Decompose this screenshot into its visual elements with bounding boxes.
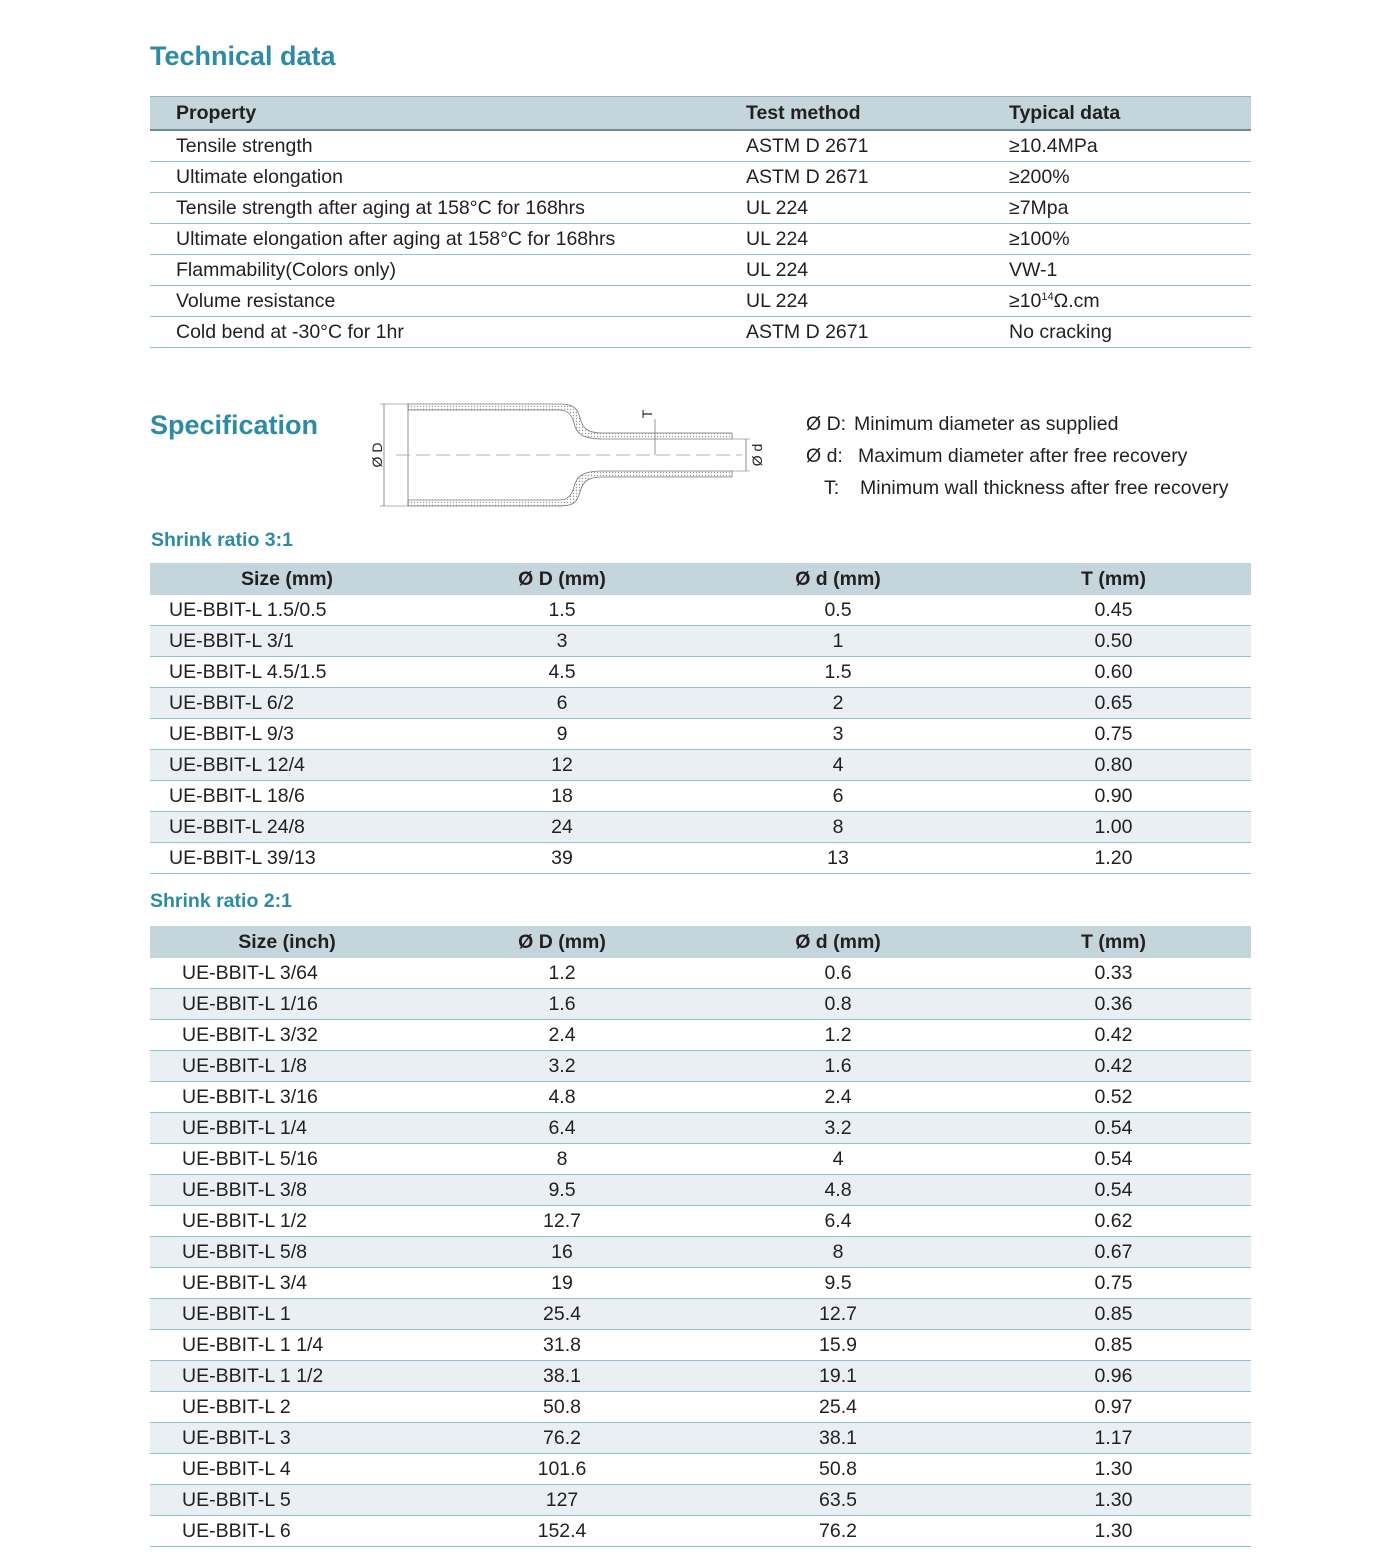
volume-resistance-unit: Ω.cm xyxy=(1053,289,1100,312)
recovered-diameter-cell: 9.5 xyxy=(700,1268,976,1299)
recovered-diameter-cell: 0.6 xyxy=(700,958,976,989)
supplied-diameter-cell: 6 xyxy=(424,688,700,719)
table-row xyxy=(150,1454,1251,1485)
recovered-diameter-cell: 3 xyxy=(700,719,976,750)
supplied-diameter-cell: 9 xyxy=(424,719,700,750)
wall-thickness-cell: 1.30 xyxy=(976,1485,1251,1516)
shrink-ratio-2-1-title: Shrink ratio 2:1 xyxy=(150,890,292,912)
size-cell: UE-BBIT-L 4.5/1.5 xyxy=(150,657,424,688)
size-cell: UE-BBIT-L 18/6 xyxy=(150,781,424,812)
recovered-diameter-cell: 13 xyxy=(700,843,976,874)
legend-item xyxy=(806,472,1228,504)
property-cell: Ultimate elongation xyxy=(150,162,746,193)
typical-data-cell xyxy=(1009,286,1251,317)
size-cell: UE-BBIT-L 5 xyxy=(150,1485,424,1516)
wall-thickness-cell: 0.62 xyxy=(976,1206,1251,1237)
wall-thickness-cell: 0.45 xyxy=(976,595,1251,626)
size-cell: UE-BBIT-L 1/8 xyxy=(150,1051,424,1082)
table-row xyxy=(150,1175,1251,1206)
table-row xyxy=(150,750,1251,781)
column-header: Ø D (mm) xyxy=(518,567,606,590)
supplied-diameter-cell: 1.2 xyxy=(424,958,700,989)
recovered-diameter-cell: 4 xyxy=(700,1144,976,1175)
table-row xyxy=(150,1268,1251,1299)
wall-thickness-cell: 0.97 xyxy=(976,1392,1251,1423)
size-cell: UE-BBIT-L 24/8 xyxy=(150,812,424,843)
supplied-diameter-cell: 2.4 xyxy=(424,1020,700,1051)
size-cell: UE-BBIT-L 1/16 xyxy=(150,989,424,1020)
shrink-ratio-3-1-table xyxy=(150,563,1251,874)
recovered-diameter-cell: 76.2 xyxy=(700,1516,976,1547)
size-cell: UE-BBIT-L 3 xyxy=(150,1423,424,1454)
supplied-diameter-cell: 1.5 xyxy=(424,595,700,626)
wall-thickness-cell: 0.60 xyxy=(976,657,1251,688)
column-header: Size (inch) xyxy=(238,930,336,953)
wall-thickness-cell: 0.54 xyxy=(976,1175,1251,1206)
wall-thickness-cell: 0.80 xyxy=(976,750,1251,781)
table-row xyxy=(150,719,1251,750)
tubing-diagram xyxy=(362,393,782,518)
legend-text: Maximum diameter after free recovery xyxy=(858,445,1188,467)
wall-thickness-cell: 1.30 xyxy=(976,1516,1251,1547)
table-row xyxy=(150,843,1251,874)
specification-title: Specification xyxy=(150,410,319,440)
table-row xyxy=(150,255,1251,286)
recovered-diameter-cell: 38.1 xyxy=(700,1423,976,1454)
wall-thickness-cell: 0.96 xyxy=(976,1361,1251,1392)
recovered-diameter-cell: 50.8 xyxy=(700,1454,976,1485)
table-row xyxy=(150,317,1251,348)
legend-symbol: T: xyxy=(824,477,840,499)
table-row xyxy=(150,1113,1251,1144)
supplied-diameter-cell: 6.4 xyxy=(424,1113,700,1144)
supplied-diameter-cell: 76.2 xyxy=(424,1423,700,1454)
wall-thickness-cell: 0.67 xyxy=(976,1237,1251,1268)
wall-thickness-cell: 1.17 xyxy=(976,1423,1251,1454)
wall-thickness-cell: 0.54 xyxy=(976,1144,1251,1175)
wall-thickness-cell: 0.75 xyxy=(976,719,1251,750)
test-method-cell: UL 224 xyxy=(746,224,1009,255)
table-header-row xyxy=(150,926,1251,958)
table-row xyxy=(150,224,1251,255)
column-header: Ø D (mm) xyxy=(518,930,606,953)
property-cell: Tensile strength after aging at 158°C for 168hrs xyxy=(150,193,746,224)
table-row xyxy=(150,812,1251,843)
column-header: Ø d (mm) xyxy=(795,567,881,590)
wall-thickness-cell: 0.85 xyxy=(976,1299,1251,1330)
supplied-diameter-cell: 127 xyxy=(424,1485,700,1516)
column-header: T (mm) xyxy=(1081,567,1146,590)
table-row xyxy=(150,1516,1251,1547)
wall-thickness-cell: 1.00 xyxy=(976,812,1251,843)
size-cell: UE-BBIT-L 6 xyxy=(150,1516,424,1547)
size-cell: UE-BBIT-L 1 1/4 xyxy=(150,1330,424,1361)
wall-thickness-cell: 1.20 xyxy=(976,843,1251,874)
technical-data-table xyxy=(150,96,1251,348)
table-row xyxy=(150,1082,1251,1113)
column-header: Test method xyxy=(746,101,861,124)
test-method-cell: UL 224 xyxy=(746,193,1009,224)
size-cell: UE-BBIT-L 3/8 xyxy=(150,1175,424,1206)
legend-item xyxy=(806,440,1228,472)
table-row xyxy=(150,1485,1251,1516)
size-cell: UE-BBIT-L 1.5/0.5 xyxy=(150,595,424,626)
recovered-diameter-cell: 4 xyxy=(700,750,976,781)
legend-symbol: Ø D: xyxy=(806,413,847,435)
property-cell: Volume resistance xyxy=(150,286,746,317)
supplied-diameter-cell: 25.4 xyxy=(424,1299,700,1330)
diagram-label-d: Ø d xyxy=(749,443,765,467)
test-method-cell: ASTM D 2671 xyxy=(746,162,1009,193)
size-cell: UE-BBIT-L 3/16 xyxy=(150,1082,424,1113)
volume-resistance-exponent: 14 xyxy=(1041,290,1054,303)
column-header: Typical data xyxy=(1009,101,1121,124)
supplied-diameter-cell: 4.8 xyxy=(424,1082,700,1113)
supplied-diameter-cell: 39 xyxy=(424,843,700,874)
typical-data-cell: ≥100% xyxy=(1009,224,1251,255)
typical-data-cell: ≥200% xyxy=(1009,162,1251,193)
size-cell: UE-BBIT-L 3/32 xyxy=(150,1020,424,1051)
supplied-diameter-cell: 3.2 xyxy=(424,1051,700,1082)
recovered-diameter-cell: 2 xyxy=(700,688,976,719)
supplied-diameter-cell: 12.7 xyxy=(424,1206,700,1237)
wall-thickness-cell: 0.75 xyxy=(976,1268,1251,1299)
table-row xyxy=(150,958,1251,989)
wall-thickness-cell: 0.42 xyxy=(976,1051,1251,1082)
size-cell: UE-BBIT-L 39/13 xyxy=(150,843,424,874)
recovered-diameter-cell: 15.9 xyxy=(700,1330,976,1361)
size-cell: UE-BBIT-L 3/1 xyxy=(150,626,424,657)
size-cell: UE-BBIT-L 1 xyxy=(150,1299,424,1330)
test-method-cell: ASTM D 2671 xyxy=(746,130,1009,162)
test-method-cell: UL 224 xyxy=(746,255,1009,286)
recovered-diameter-cell: 1.6 xyxy=(700,1051,976,1082)
test-method-cell: UL 224 xyxy=(746,286,1009,317)
column-header: Ø d (mm) xyxy=(795,930,881,953)
property-cell: Flammability(Colors only) xyxy=(150,255,746,286)
table-row xyxy=(150,1361,1251,1392)
size-cell: UE-BBIT-L 12/4 xyxy=(150,750,424,781)
supplied-diameter-cell: 9.5 xyxy=(424,1175,700,1206)
table-row xyxy=(150,193,1251,224)
wall-thickness-cell: 0.33 xyxy=(976,958,1251,989)
supplied-diameter-cell: 16 xyxy=(424,1237,700,1268)
wall-thickness-cell: 0.65 xyxy=(976,688,1251,719)
size-cell: UE-BBIT-L 5/8 xyxy=(150,1237,424,1268)
wall-thickness-cell: 0.85 xyxy=(976,1330,1251,1361)
wall-thickness-cell: 0.54 xyxy=(976,1113,1251,1144)
table-row xyxy=(150,1423,1251,1454)
recovered-diameter-cell: 4.8 xyxy=(700,1175,976,1206)
typical-data-cell: ≥10.4MPa xyxy=(1009,130,1251,162)
table-header-row xyxy=(150,97,1251,131)
size-cell: UE-BBIT-L 3/64 xyxy=(150,958,424,989)
size-cell: UE-BBIT-L 5/16 xyxy=(150,1144,424,1175)
diagram-legend xyxy=(806,408,1228,504)
table-row xyxy=(150,989,1251,1020)
wall-thickness-cell: 0.42 xyxy=(976,1020,1251,1051)
table-row xyxy=(150,1206,1251,1237)
typical-data-cell: ≥7Mpa xyxy=(1009,193,1251,224)
table-row xyxy=(150,1144,1251,1175)
property-cell: Cold bend at -30°C for 1hr xyxy=(150,317,746,348)
size-cell: UE-BBIT-L 1 1/2 xyxy=(150,1361,424,1392)
recovered-diameter-cell: 8 xyxy=(700,1237,976,1268)
table-row xyxy=(150,130,1251,162)
size-cell: UE-BBIT-L 9/3 xyxy=(150,719,424,750)
table-row xyxy=(150,688,1251,719)
recovered-diameter-cell: 8 xyxy=(700,812,976,843)
column-header: Property xyxy=(176,101,257,124)
legend-text: Minimum diameter as supplied xyxy=(854,413,1119,435)
table-row xyxy=(150,626,1251,657)
recovered-diameter-cell: 1 xyxy=(700,626,976,657)
typical-data-cell: VW-1 xyxy=(1009,255,1251,286)
recovered-diameter-cell: 63.5 xyxy=(700,1485,976,1516)
size-cell: UE-BBIT-L 6/2 xyxy=(150,688,424,719)
property-cell: Tensile strength xyxy=(150,130,746,162)
column-header: T (mm) xyxy=(1081,930,1146,953)
supplied-diameter-cell: 101.6 xyxy=(424,1454,700,1485)
supplied-diameter-cell: 19 xyxy=(424,1268,700,1299)
diagram-label-D: Ø D xyxy=(369,442,385,468)
property-cell: Ultimate elongation after aging at 158°C for 168hrs xyxy=(150,224,746,255)
supplied-diameter-cell: 12 xyxy=(424,750,700,781)
recovered-diameter-cell: 19.1 xyxy=(700,1361,976,1392)
test-method-cell: ASTM D 2671 xyxy=(746,317,1009,348)
supplied-diameter-cell: 50.8 xyxy=(424,1392,700,1423)
table-row xyxy=(150,781,1251,812)
recovered-diameter-cell: 2.4 xyxy=(700,1082,976,1113)
legend-symbol: Ø d: xyxy=(806,445,843,467)
tubing-wall xyxy=(408,471,732,506)
legend-text: Minimum wall thickness after free recovery xyxy=(860,477,1229,499)
supplied-diameter-cell: 18 xyxy=(424,781,700,812)
table-row xyxy=(150,1051,1251,1082)
supplied-diameter-cell: 8 xyxy=(424,1144,700,1175)
recovered-diameter-cell: 0.8 xyxy=(700,989,976,1020)
table-row xyxy=(150,595,1251,626)
supplied-diameter-cell: 31.8 xyxy=(424,1330,700,1361)
typical-data-cell: No cracking xyxy=(1009,317,1251,348)
diagram-label-T: T xyxy=(639,409,655,419)
recovered-diameter-cell: 1.2 xyxy=(700,1020,976,1051)
supplied-diameter-cell: 4.5 xyxy=(424,657,700,688)
recovered-diameter-cell: 12.7 xyxy=(700,1299,976,1330)
wall-thickness-cell: 1.30 xyxy=(976,1454,1251,1485)
shrink-ratio-3-1-title: Shrink ratio 3:1 xyxy=(151,529,293,551)
tubing-wall xyxy=(408,404,732,439)
size-cell: UE-BBIT-L 4 xyxy=(150,1454,424,1485)
wall-thickness-cell: 0.36 xyxy=(976,989,1251,1020)
table-row xyxy=(150,286,1251,317)
supplied-diameter-cell: 3 xyxy=(424,626,700,657)
recovered-diameter-cell: 6 xyxy=(700,781,976,812)
recovered-diameter-cell: 0.5 xyxy=(700,595,976,626)
size-cell: UE-BBIT-L 1/2 xyxy=(150,1206,424,1237)
table-row xyxy=(150,1392,1251,1423)
technical-data-title: Technical data xyxy=(150,41,336,71)
table-row xyxy=(150,162,1251,193)
wall-thickness-cell: 0.50 xyxy=(976,626,1251,657)
table-row xyxy=(150,1237,1251,1268)
table-row xyxy=(150,657,1251,688)
legend-item xyxy=(806,408,1228,440)
table-row xyxy=(150,1020,1251,1051)
supplied-diameter-cell: 152.4 xyxy=(424,1516,700,1547)
size-cell: UE-BBIT-L 3/4 xyxy=(150,1268,424,1299)
supplied-diameter-cell: 24 xyxy=(424,812,700,843)
recovered-diameter-cell: 6.4 xyxy=(700,1206,976,1237)
recovered-diameter-cell: 25.4 xyxy=(700,1392,976,1423)
recovered-diameter-cell: 3.2 xyxy=(700,1113,976,1144)
supplied-diameter-cell: 1.6 xyxy=(424,989,700,1020)
table-header-row xyxy=(150,563,1251,595)
wall-thickness-cell: 0.90 xyxy=(976,781,1251,812)
table-row xyxy=(150,1330,1251,1361)
size-cell: UE-BBIT-L 2 xyxy=(150,1392,424,1423)
wall-thickness-cell: 0.52 xyxy=(976,1082,1251,1113)
table-row xyxy=(150,1299,1251,1330)
recovered-diameter-cell: 1.5 xyxy=(700,657,976,688)
supplied-diameter-cell: 38.1 xyxy=(424,1361,700,1392)
volume-resistance-base: ≥10 xyxy=(1009,289,1042,312)
column-header: Size (mm) xyxy=(240,567,334,590)
shrink-ratio-2-1-table xyxy=(150,926,1251,1547)
size-cell: UE-BBIT-L 1/4 xyxy=(150,1113,424,1144)
